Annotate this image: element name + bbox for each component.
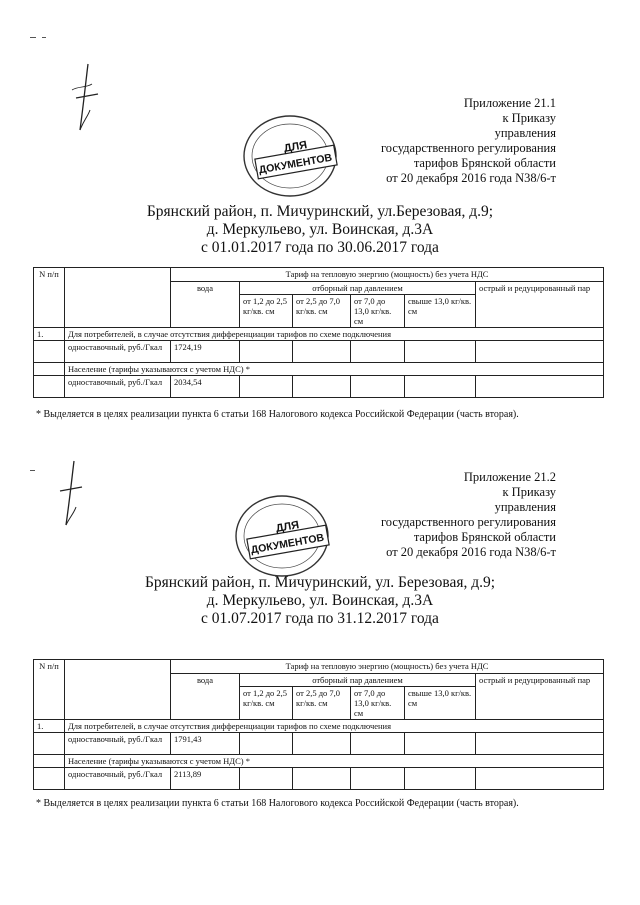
appendix-line: от 20 декабря 2016 года N38/6-т [386, 545, 556, 559]
empty-cell [240, 341, 293, 363]
rate-label: одноставочный, руб./Гкал [65, 341, 171, 363]
header-steam: отборный пар давлением [240, 282, 476, 295]
header-water: вода [171, 282, 240, 328]
row-population: Население (тарифы указываются с учетом НДС) * [65, 363, 604, 376]
stamp-2 [226, 490, 344, 578]
address-line: с 01.01.2017 года по 30.06.2017 года [201, 239, 439, 256]
address-line: д. Меркульево, ул. Воинская, д.3А [206, 221, 434, 238]
empty-cell [293, 733, 351, 755]
tariff-value: 2034,54 [171, 376, 240, 398]
tariff-value: 1724,19 [171, 341, 240, 363]
row-consumers: Для потребителей, в случае отсутствия дифференциации тарифов по схеме подключения [65, 720, 604, 733]
appendix-line: Приложение 21.1 [463, 96, 556, 110]
header-steam: отборный пар давлением [240, 674, 476, 687]
empty-cell [351, 768, 405, 790]
address-line: Брянский район, п. Мичуринский, ул.Березовая, д.9; [146, 203, 494, 220]
signature-1 [58, 60, 118, 135]
row-consumers: Для потребителей, в случае отсутствия дифференциации тарифов по схеме подключения [65, 328, 604, 341]
empty-cell [476, 376, 604, 398]
stamp-text: ДЛЯ [274, 519, 301, 535]
address-line: Брянский район, п. Мичуринский, ул. Березовая, д.9; [144, 574, 496, 591]
empty-cell [405, 341, 476, 363]
header-tariff: Тариф на тепловую энергию (мощность) без учета НДС [171, 268, 604, 282]
tariff-table-1 [33, 267, 604, 398]
header-empty [65, 660, 171, 720]
address-line: д. Меркульево, ул. Воинская, д.3А [206, 592, 434, 609]
appendix-line: к Приказу [502, 111, 556, 125]
appendix-line: тарифов Брянской области [413, 530, 556, 544]
scan-mark [30, 37, 36, 38]
appendix-line: тарифов Брянской области [413, 156, 556, 170]
empty-cell [240, 733, 293, 755]
empty-cell [34, 341, 65, 363]
empty-cell [293, 341, 351, 363]
row-population: Население (тарифы указываются с учетом НДС) * [65, 755, 604, 768]
tariff-value: 1791,43 [171, 733, 240, 755]
empty-cell [405, 376, 476, 398]
header-sharp-steam: острый и редуцированный пар [476, 674, 604, 720]
header-sharp-steam: острый и редуцированный пар [476, 282, 604, 328]
row-number: 1. [34, 328, 65, 341]
address-block-1 [0, 203, 640, 257]
rate-label: одноставочный, руб./Гкал [65, 768, 171, 790]
header-n: N п/п [34, 268, 65, 328]
rate-label: одноставочный, руб./Гкал [65, 376, 171, 398]
empty-cell [351, 341, 405, 363]
signature-2 [44, 455, 104, 530]
scan-mark [30, 470, 35, 471]
header-steam-col: от 1,2 до 2,5 кг/кв. см [240, 687, 293, 720]
appendix-line: Приложение 21.2 [463, 470, 556, 484]
header-water: вода [171, 674, 240, 720]
header-steam-col: от 2,5 до 7,0 кг/кв. см [293, 295, 351, 328]
empty-cell [240, 376, 293, 398]
empty-cell [34, 733, 65, 755]
header-tariff: Тариф на тепловую энергию (мощность) без учета НДС [171, 660, 604, 674]
appendix-line: управления [494, 500, 556, 514]
appendix-block-2 [381, 470, 556, 560]
footnote-2: * Выделяется в целях реализации пункта 6 статьи 168 Налогового кодекса Российской Федерации (часть вторая). [36, 798, 519, 809]
address-block-2 [0, 574, 640, 628]
header-steam-col: свыше 13,0 кг/кв. см [405, 687, 476, 720]
appendix-line: государственного регулирования [380, 141, 556, 155]
empty-cell [240, 768, 293, 790]
empty-cell [34, 376, 65, 398]
stamp-text: ДОКУМЕНТОВ [257, 151, 334, 177]
footnote-1: * Выделяется в целях реализации пункта 6 статьи 168 Налогового кодекса Российской Федерации (часть вторая). [36, 409, 519, 420]
empty-cell [351, 733, 405, 755]
header-steam-col: от 7,0 до 13,0 кг/кв. см [351, 295, 405, 328]
empty-cell [34, 768, 65, 790]
header-empty [65, 268, 171, 328]
header-steam-col: от 1,2 до 2,5 кг/кв. см [240, 295, 293, 328]
header-steam-col: свыше 13,0 кг/кв. см [405, 295, 476, 328]
appendix-line: государственного регулирования [380, 515, 556, 529]
stamp-text: ДЛЯ [282, 139, 309, 155]
empty-cell [293, 376, 351, 398]
header-steam-col: от 7,0 до 13,0 кг/кв. см [351, 687, 405, 720]
empty-cell [405, 768, 476, 790]
tariff-table-2 [33, 659, 604, 790]
empty-cell [293, 768, 351, 790]
tariff-value: 2113,89 [171, 768, 240, 790]
empty-cell [351, 376, 405, 398]
rate-label: одноставочный, руб./Гкал [65, 733, 171, 755]
appendix-block-1 [381, 96, 556, 186]
appendix-line: от 20 декабря 2016 года N38/6-т [386, 171, 556, 185]
stamp-text: ДОКУМЕНТОВ [249, 531, 326, 557]
empty-cell [476, 768, 604, 790]
empty-cell [405, 733, 476, 755]
empty-cell [34, 755, 65, 768]
header-n: N п/п [34, 660, 65, 720]
empty-cell [34, 363, 65, 376]
scan-mark [42, 37, 46, 38]
stamp-1 [234, 110, 352, 198]
address-line: с 01.07.2017 года по 31.12.2017 года [201, 610, 439, 627]
appendix-line: управления [494, 126, 556, 140]
empty-cell [476, 733, 604, 755]
appendix-line: к Приказу [502, 485, 556, 499]
row-number: 1. [34, 720, 65, 733]
empty-cell [476, 341, 604, 363]
header-steam-col: от 2,5 до 7,0 кг/кв. см [293, 687, 351, 720]
